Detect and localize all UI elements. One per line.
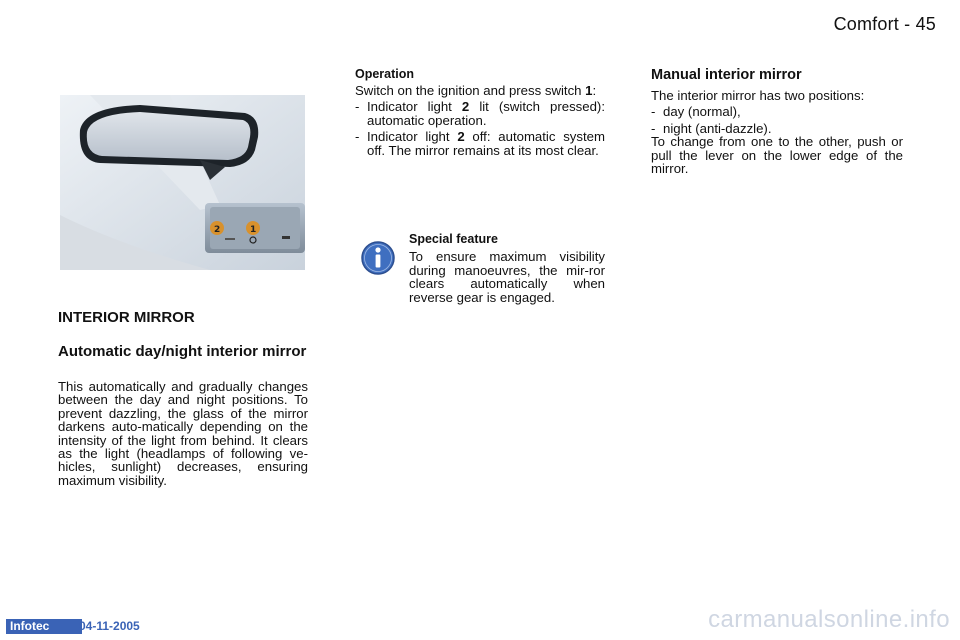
item1-c: lit (switch pressed): automatic operation. [367, 99, 605, 128]
footer-date: 04-11-2005 [79, 619, 140, 633]
item2-a: Indicator light [367, 129, 458, 145]
operation-text [355, 84, 605, 157]
sensor-icon [282, 236, 290, 239]
page-header: Comfort - 45 [833, 14, 936, 34]
manual-instructions: To change from one to the other, push or pull the lever on the lower edge of the mirror. [651, 134, 903, 177]
watermark: carmanualsonline.info [708, 606, 950, 633]
operation-title: Operation [355, 67, 415, 81]
operation-switch-number: 1 [585, 83, 593, 98]
mirror-photo [60, 95, 305, 270]
item1-number: 2 [461, 99, 470, 115]
special-feature-box [409, 233, 605, 304]
infotec-badge: Infotec [6, 619, 82, 634]
section-heading: INTERIOR MIRROR [58, 309, 195, 326]
special-feature-text: To ensure maximum visibility during manoeuvres, the mir-ror clears automatically when reverse gear is engaged. [409, 249, 605, 305]
operation-intro [355, 84, 605, 97]
photo-label-2: 2 [214, 225, 221, 235]
manual-mirror-text [651, 89, 903, 175]
manual-list [651, 105, 903, 135]
list-item: - day (normal), [651, 105, 903, 118]
operation-intro-a: Switch on the ignition and press switch [355, 83, 586, 98]
info-icon [360, 240, 396, 276]
item1-a: Indicator light [367, 99, 462, 115]
photo-label-1: 1 [250, 225, 257, 235]
item2-number: 2 [457, 129, 465, 145]
list-item [355, 130, 605, 157]
subsection-heading: Automatic day/night interior mirror [58, 343, 307, 360]
auto-mirror-paragraph: This automatically and gradually changes between the day and night positions. To prevent dazzling, the glass of the mirror darkens auto-matically depending on the intensity of the light from behind. It clears as the light (headlamps of following ve-hicles, sunlight) decreases, ensuring maximum visibility. [58, 379, 308, 488]
item2-c: off: automatic system off. The mirror remains at its most clear. [367, 129, 605, 158]
list-item [355, 100, 605, 127]
manual-intro: The interior mirror has two positions: [651, 88, 865, 103]
operation-intro-c: : [592, 83, 597, 98]
mirror-illustration [60, 95, 305, 270]
manual-mirror-title: Manual interior mirror [651, 67, 802, 83]
special-feature-title: Special feature [409, 232, 498, 246]
list-item: - night (anti-dazzle). [651, 122, 903, 135]
operation-list [355, 100, 605, 157]
